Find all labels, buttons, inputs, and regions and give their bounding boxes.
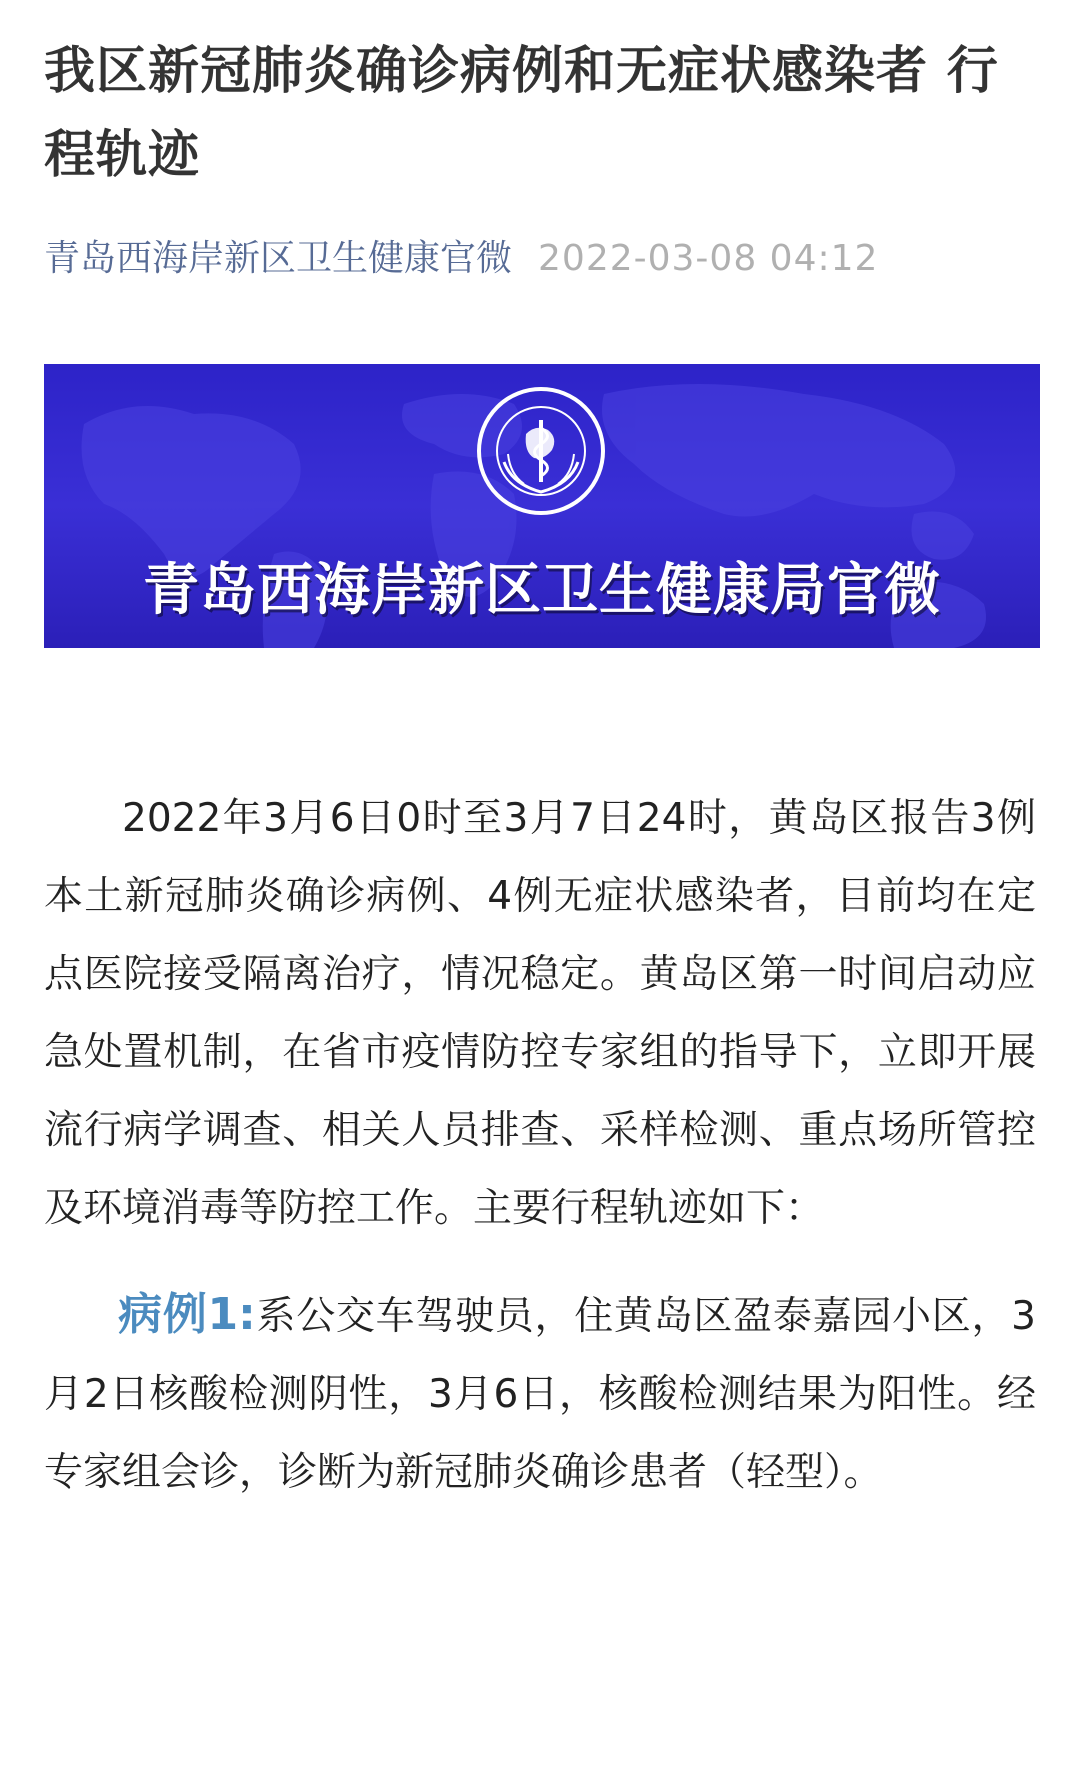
case-1-label: 病例1:: [118, 1289, 256, 1340]
case-1-text: 系公交车驾驶员，住黄岛区盈泰嘉园小区，3月2日核酸检测阴性，3月6日，核酸检测结果为阳性。经专家组会诊，诊断为新冠肺炎确诊患者（轻型）。: [44, 1294, 1036, 1495]
article-meta: [44, 236, 1036, 282]
paragraph-intro: 2022年3月6日0时至3月7日24时，黄岛区报告3例本土新冠肺炎确诊病例、4例无症状感染者，目前均在定点医院接受隔离治疗，情况稳定。黄岛区第一时间启动应急处置机制，在省市疫情防控专家组的指导下，立即开展流行病学调查、相关人员排查、采样检测、重点场所管控及环境消毒等防控工作。主要行程轨迹如下：: [44, 796, 1036, 1231]
article-body: [44, 780, 1036, 1512]
banner-title: 青岛西海岸新区卫生健康局官微: [143, 558, 941, 623]
health-bureau-emblem-icon: [474, 384, 608, 518]
article-title: 我区新冠肺炎确诊病例和无症状感染者 行程轨迹: [44, 42, 999, 185]
header-banner-image: [44, 364, 1040, 648]
publish-time: 2022-03-08 04:12: [538, 238, 879, 279]
account-name-link[interactable]: 青岛西海岸新区卫生健康官微: [44, 238, 513, 279]
paragraph-case-1: [44, 1276, 1036, 1512]
